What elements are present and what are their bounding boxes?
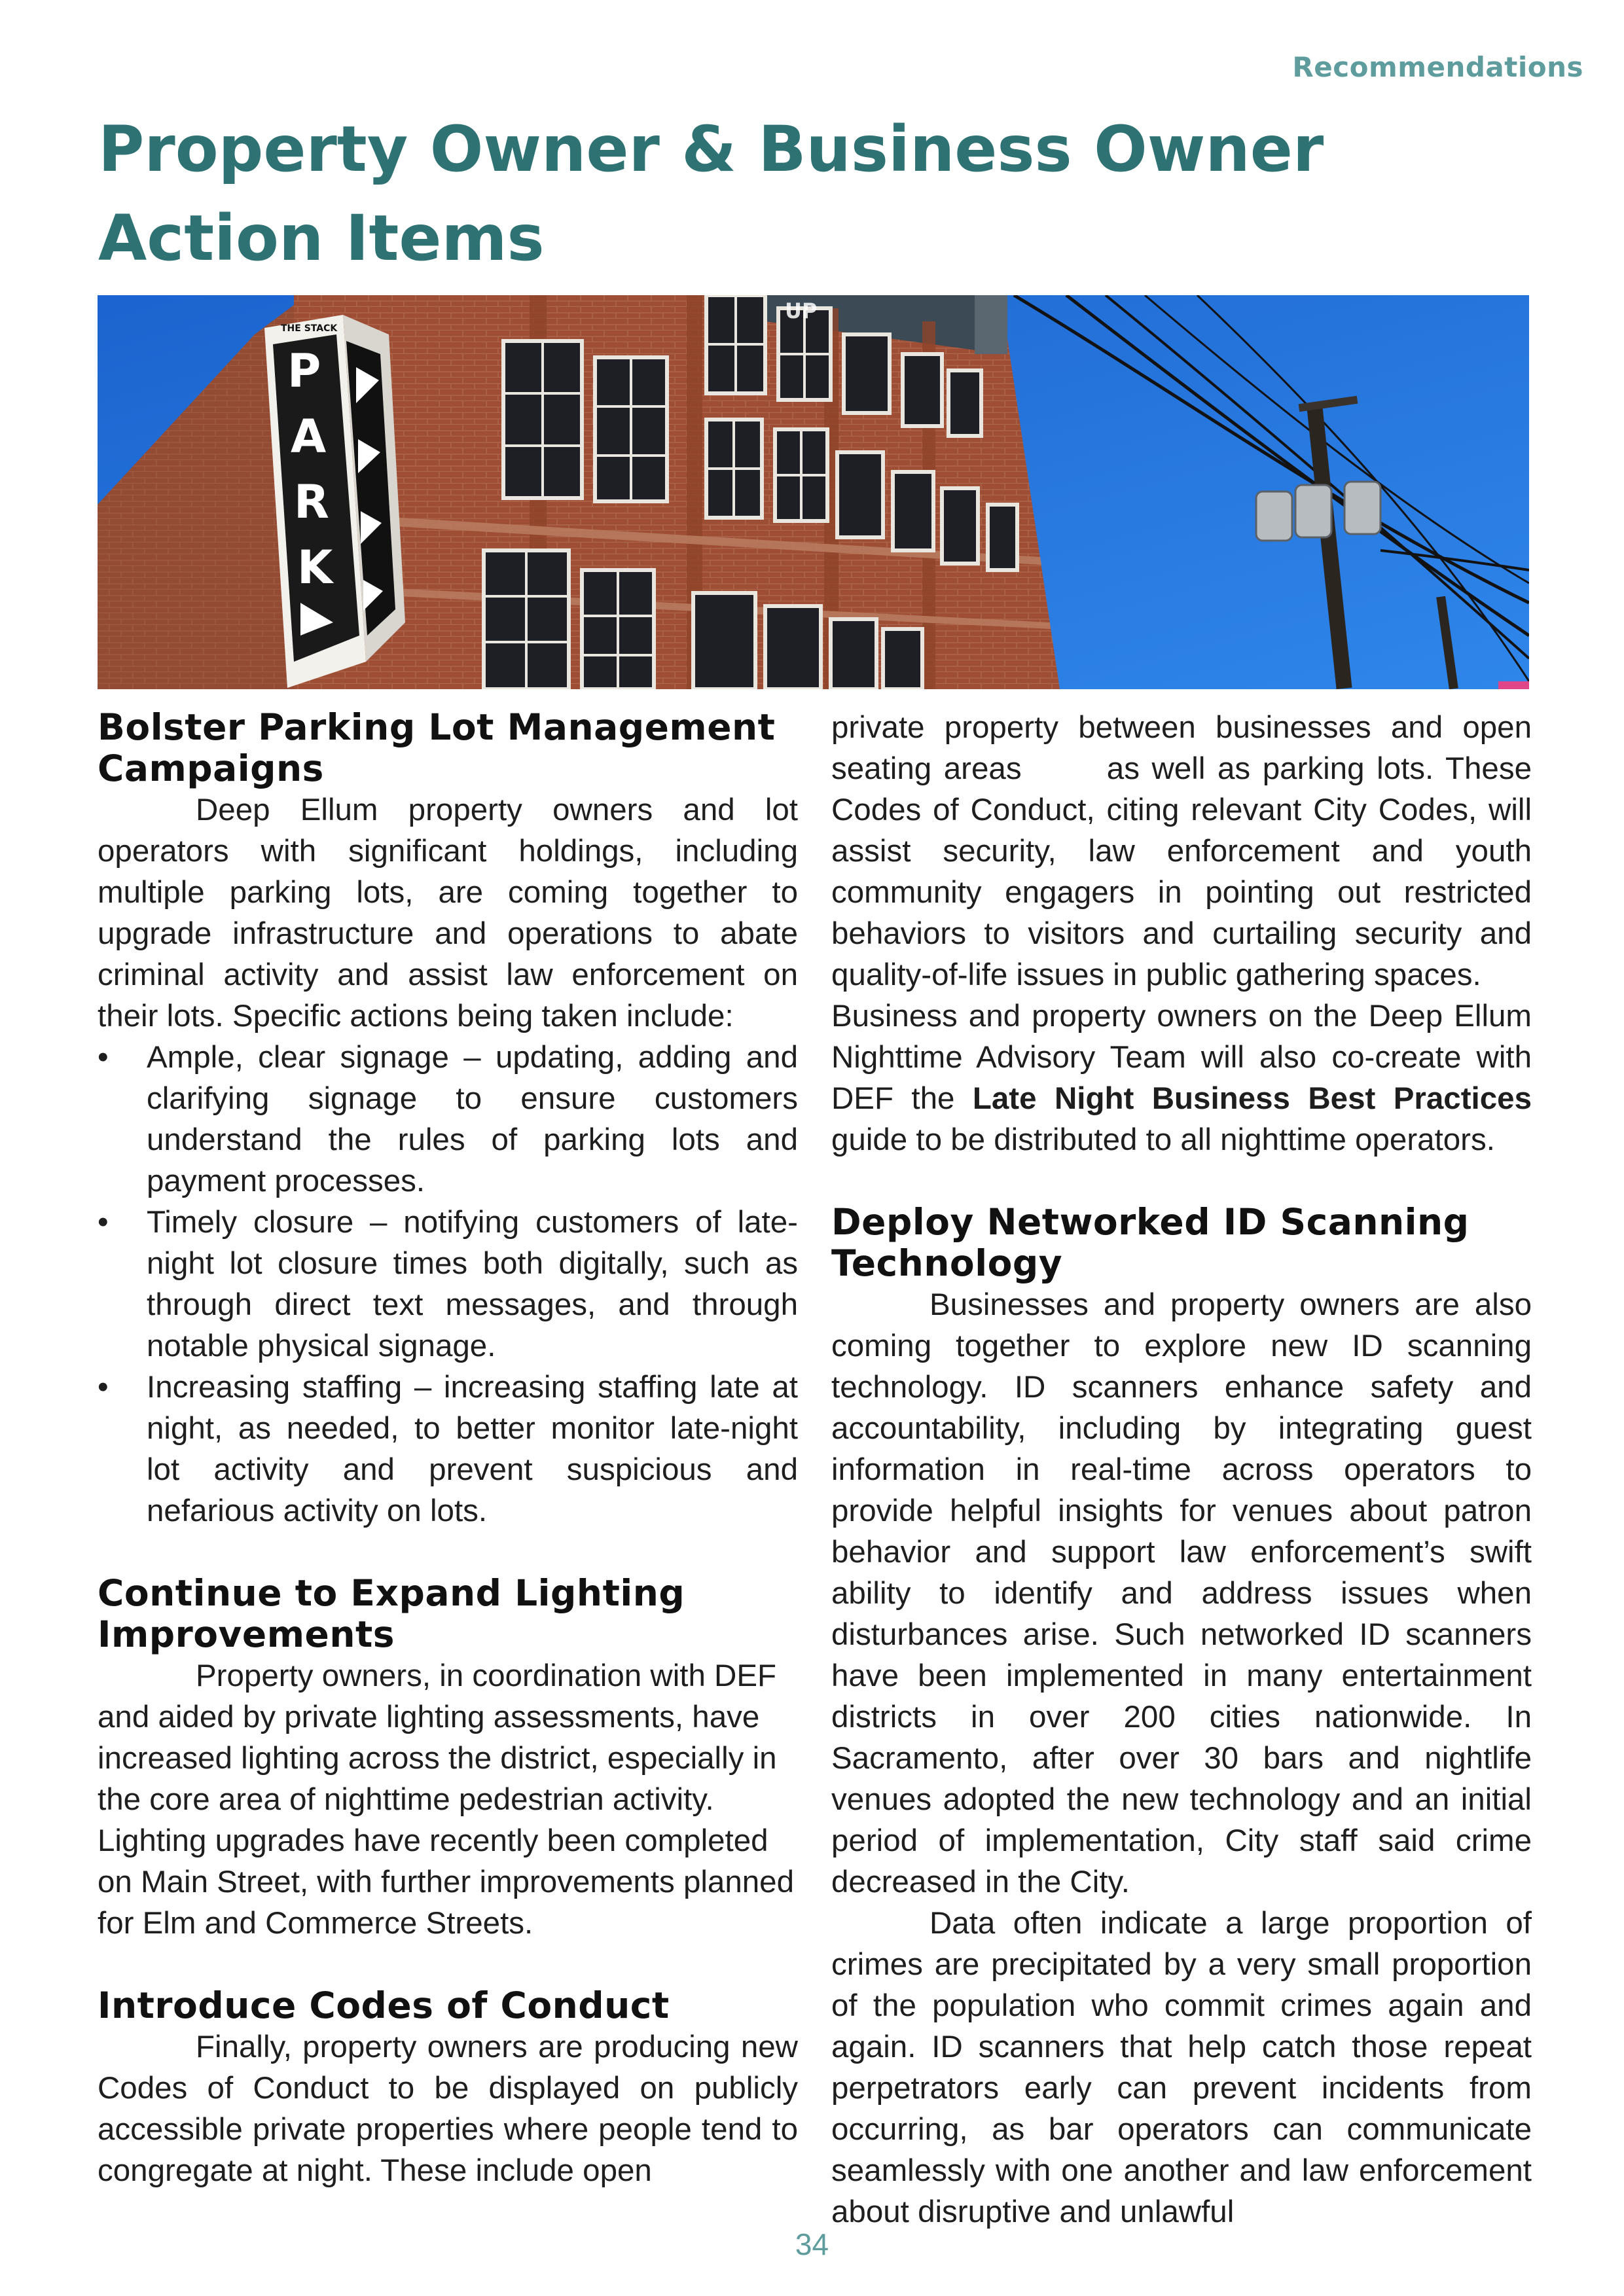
page-title-line-1: Property Owner & Business Owner — [98, 113, 1324, 186]
id-scanning-body-2: Data often indicate a large proportion of crimes are precipitated by a very small proportion of the population who commit crimes again and again. ID scanners that help catch those repeat perpetrators early can prevent incidents from occurring, as bar operators can communicate seamlessly with one another and law enforcement about disruptive and unlawful — [831, 1906, 1532, 2229]
heading-parking: Bolster Parking Lot Management Campaigns — [98, 706, 776, 789]
parking-intro: Deep Ellum property owners and lot operators with significant holdings, including multiple parking lots, are coming together to upgrade infrastructure and operations to abate criminal activity and assist law enforcement on their lots. Specific actions being taken include: — [98, 793, 798, 1033]
right-column — [831, 707, 1532, 2233]
sign-letter-r: R — [294, 475, 329, 529]
lighting-body: Property owners, in coordination with DEF and aided by private lighting assessments, have increased lighting across the district, especially in the core area of nighttime pedestrian activity. Lighting upgrades have recently been completed on Main Street, with further improvements planned for Elm and Commerce Streets. — [98, 1659, 794, 1941]
sign-letter-p: P — [287, 344, 321, 398]
advisory-text-after: guide to be distributed to all nighttime operators. — [831, 1122, 1495, 1157]
bullet-text: Timely closure – notifying customers of late-night lot closure times both digitally, such as through direct text messages, and through notable physical signage. — [147, 1205, 798, 1363]
left-column — [98, 707, 798, 2191]
bullet-text: Ample, clear signage – updating, adding and clarifying signage to ensure customers understand the rules of parking lots and payment processes. — [147, 1040, 798, 1198]
conduct-body-right: private property between businesses and open seating areas as well as parking lots. These Codes of Conduct, citing relevant City Codes, will assist security, law enforcement and youth community engagers in pointing out restricted behaviors to visitors and curtailing security and quality-of-life issues in public gathering spaces. — [831, 710, 1532, 992]
bullet-icon: • — [98, 1205, 109, 1240]
heading-id-scanning: Deploy Networked ID Scanning Technology — [831, 1201, 1470, 1284]
parking-bullet-list — [98, 1037, 798, 1532]
list-item — [98, 1367, 798, 1532]
building-photo-icon — [98, 295, 1529, 689]
page-title — [98, 105, 1342, 283]
rooftop-text: UP — [785, 298, 818, 323]
sign-topper: THE STACK — [281, 323, 338, 334]
sign-letter-k: K — [297, 541, 333, 594]
page-number: 34 — [795, 2227, 829, 2261]
list-item — [98, 1037, 798, 1202]
heading-conduct: Introduce Codes of Conduct — [98, 1984, 670, 2026]
list-item — [98, 1202, 798, 1367]
advisory-text-before: Business and property owners on the Deep Ellum Nighttime Advisory Team will also co-create with DEF the — [831, 999, 1532, 1116]
id-scanning-body-1: Businesses and property owners are also coming together to explore new ID scanning technology. ID scanners enhance safety and accountability, including by integrating guest information in real-time across operators to provide helpful insights for venues about patron behavior and support law enforcement’s swift ability to identify and address issues when disturbances arise. Such networked ID scanners have been implemented in many entertainment districts in over 200 cities nationwide. In Sacramento, after over 30 bars and nightlife venues adopted the new technology and an initial period of implementation, City staff said crime decreased in the City. — [831, 1287, 1532, 1899]
conduct-body-left: Finally, property owners are producing new Codes of Conduct to be displayed on publicly accessible private properties where people tend to congregate at night. These include open — [98, 2030, 798, 2188]
page-title-line-2: Action Items — [98, 202, 545, 275]
bullet-icon: • — [98, 1040, 109, 1075]
bullet-icon: • — [98, 1370, 109, 1405]
advisory-paragraph — [831, 996, 1532, 1160]
section-label: Recommendations — [1292, 51, 1583, 83]
bullet-text: Increasing staffing – increasing staffing late at night, as needed, to better monitor late-night lot activity and prevent suspicious and nefarious activity on lots. — [147, 1370, 798, 1528]
hero-photo — [98, 295, 1529, 689]
best-practices-guide-title: Late Night Business Best Practices — [972, 1081, 1532, 1116]
heading-lighting: Continue to Expand Lighting Improvements — [98, 1572, 685, 1655]
sign-letter-a: A — [291, 410, 327, 463]
